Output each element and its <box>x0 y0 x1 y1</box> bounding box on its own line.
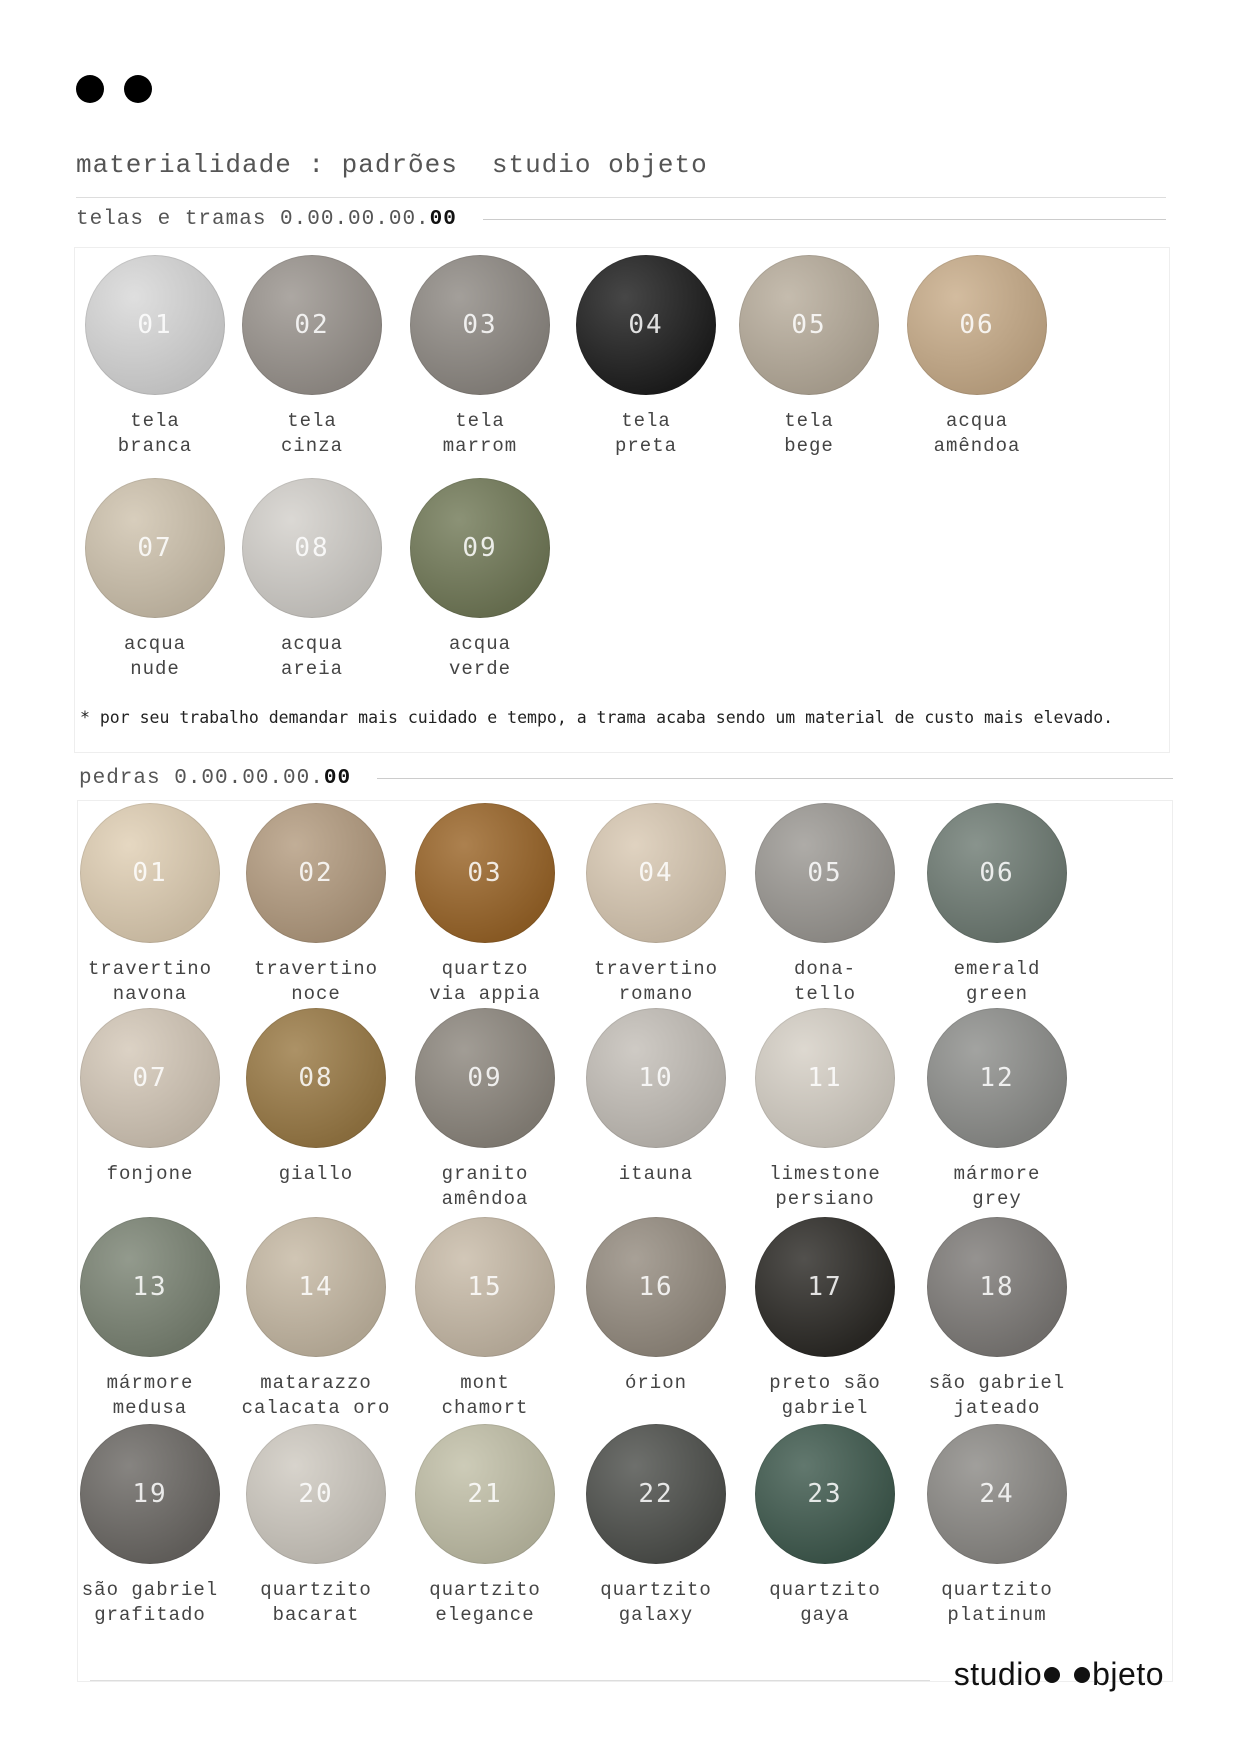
pedra-swatch-circle <box>755 1217 895 1357</box>
pedra-swatch-label: quartzito galaxy <box>600 1579 712 1626</box>
pedra-swatch-16 <box>576 1217 736 1396</box>
pedra-swatch-number: 19 <box>132 1479 168 1509</box>
pedra-swatch-number: 08 <box>298 1063 334 1093</box>
tela-swatch-08 <box>232 478 392 682</box>
pedra-swatch-circle <box>755 803 895 943</box>
tela-swatch-07 <box>75 478 235 682</box>
tela-swatch-label: acqua areia <box>280 633 343 680</box>
pedra-swatch-number: 04 <box>638 858 674 888</box>
pedra-swatch-label: mármore medusa <box>106 1372 194 1419</box>
pedra-swatch-20 <box>236 1424 396 1628</box>
pedra-swatch-circle <box>927 1008 1067 1148</box>
tela-swatch-circle <box>739 255 879 395</box>
pedra-swatch-circle <box>586 1217 726 1357</box>
pedra-swatch-number: 03 <box>467 858 503 888</box>
pedra-swatch-label: travertino noce <box>253 958 379 1005</box>
pedra-swatch-label: emerald green <box>953 958 1041 1005</box>
section-heading-pedras <box>79 767 1173 790</box>
pedra-swatch-number: 02 <box>298 858 334 888</box>
pedra-swatch-circle <box>246 803 386 943</box>
pedra-swatch-number: 10 <box>638 1063 674 1093</box>
pedra-swatch-circle <box>246 1424 386 1564</box>
logo-dot-icon <box>1044 1667 1060 1683</box>
pedra-swatch-label: quartzito gaya <box>769 1579 881 1626</box>
pedra-swatch-label: quartzo via appia <box>429 958 541 1005</box>
tela-swatch-label: tela bege <box>784 410 834 457</box>
pedra-swatch-label: limestone persiano <box>769 1163 881 1210</box>
pedra-swatch-circle <box>755 1008 895 1148</box>
pedra-swatch-label: itauna <box>618 1163 694 1185</box>
pedras-heading-text: pedras 0.00.00.00. <box>79 767 324 790</box>
pedra-swatch-circle <box>755 1424 895 1564</box>
pedra-swatch-17 <box>745 1217 905 1421</box>
pedra-swatch-circle <box>415 1424 555 1564</box>
tela-swatch-06 <box>897 255 1057 459</box>
pedra-swatch-number: 17 <box>807 1272 843 1302</box>
pedra-swatch-23 <box>745 1424 905 1628</box>
logo-dot-right <box>124 75 152 103</box>
section-heading-telas <box>76 208 1166 231</box>
tela-swatch-number: 03 <box>462 310 498 340</box>
tela-swatch-03 <box>400 255 560 459</box>
pedra-swatch-number: 09 <box>467 1063 503 1093</box>
pedra-swatch-circle <box>927 803 1067 943</box>
pedra-swatch-number: 06 <box>979 858 1015 888</box>
telas-heading-text: telas e tramas 0.00.00.00. <box>76 208 430 231</box>
pedra-swatch-13 <box>70 1217 230 1421</box>
tela-swatch-number: 07 <box>137 533 173 563</box>
pedra-swatch-label: são gabriel jateado <box>928 1372 1066 1419</box>
pedras-heading-bold: 00 <box>323 767 352 790</box>
footer-brand-left: studio <box>953 1656 1043 1692</box>
pedra-swatch-circle <box>80 1008 220 1148</box>
tela-swatch-number: 02 <box>294 310 330 340</box>
pedra-swatch-label: matarazzo calacata oro <box>241 1372 391 1419</box>
pedra-swatch-label: travertino romano <box>593 958 719 1005</box>
logo-dot-left <box>76 75 104 103</box>
title-divider <box>76 197 1166 198</box>
pedra-swatch-circle <box>586 1008 726 1148</box>
tela-swatch-number: 05 <box>791 310 827 340</box>
pedra-swatch-number: 16 <box>638 1272 674 1302</box>
tela-swatch-01 <box>75 255 235 459</box>
tela-swatch-label: acqua nude <box>123 633 186 680</box>
telas-heading-rule <box>483 219 1166 220</box>
pedra-swatch-14 <box>236 1217 396 1421</box>
tela-swatch-circle <box>85 478 225 618</box>
pedra-swatch-label: quartzito elegance <box>429 1579 541 1626</box>
pedra-swatch-label: fonjone <box>106 1163 194 1185</box>
footer-divider <box>90 1680 930 1681</box>
pedra-swatch-19 <box>70 1424 230 1628</box>
tela-swatch-circle <box>576 255 716 395</box>
pedra-swatch-label: órion <box>624 1372 687 1394</box>
pedra-swatch-02 <box>236 803 396 1007</box>
pedra-swatch-label: são gabriel grafitado <box>81 1579 219 1626</box>
pedra-swatch-label: giallo <box>278 1163 354 1185</box>
footer-logo <box>954 1656 1164 1693</box>
pedra-swatch-circle <box>80 803 220 943</box>
pedra-swatch-label: quartzito platinum <box>941 1579 1053 1626</box>
pedra-swatch-21 <box>405 1424 565 1628</box>
pedra-swatch-label: quartzito bacarat <box>260 1579 372 1626</box>
tela-swatch-04 <box>566 255 726 459</box>
title-brand: studio objeto <box>491 150 708 180</box>
pedra-swatch-04 <box>576 803 736 1007</box>
pedra-swatch-number: 15 <box>467 1272 503 1302</box>
pedra-swatch-circle <box>927 1217 1067 1357</box>
pedra-swatch-number: 21 <box>467 1479 503 1509</box>
tela-swatch-number: 04 <box>628 310 664 340</box>
pedra-swatch-circle <box>927 1424 1067 1564</box>
title-text: materialidade : padrões <box>76 150 458 180</box>
pedra-swatch-number: 23 <box>807 1479 843 1509</box>
logo-dots <box>76 75 152 103</box>
pedra-swatch-number: 07 <box>132 1063 168 1093</box>
tela-swatch-number: 08 <box>294 533 330 563</box>
pedra-swatch-circle <box>586 1424 726 1564</box>
tela-swatch-05 <box>729 255 889 459</box>
tela-swatch-label: tela cinza <box>280 410 343 457</box>
tela-swatch-circle <box>242 255 382 395</box>
tela-swatch-circle <box>242 478 382 618</box>
pedra-swatch-number: 01 <box>132 858 168 888</box>
pedra-swatch-number: 22 <box>638 1479 674 1509</box>
pedra-swatch-circle <box>80 1217 220 1357</box>
pedra-swatch-number: 24 <box>979 1479 1015 1509</box>
pedra-swatch-11 <box>745 1008 905 1212</box>
pedra-swatch-03 <box>405 803 565 1007</box>
pedra-swatch-circle <box>80 1424 220 1564</box>
pedra-swatch-circle <box>586 803 726 943</box>
pedra-swatch-circle <box>415 803 555 943</box>
pedra-swatch-number: 05 <box>807 858 843 888</box>
pedra-swatch-01 <box>70 803 230 1007</box>
pedra-swatch-label: travertino navona <box>87 958 213 1005</box>
footer-brand-right: bjeto <box>1092 1656 1164 1692</box>
tela-swatch-label: tela marrom <box>442 410 518 457</box>
telas-heading-bold: 00 <box>429 208 457 231</box>
pedras-heading-rule <box>377 778 1173 779</box>
logo-dot-icon <box>1074 1667 1090 1683</box>
pedra-swatch-number: 20 <box>298 1479 334 1509</box>
telas-note: * por seu trabalho demandar mais cuidado e tempo, a trama acaba sendo um material de custo mais elevado. <box>80 708 1114 727</box>
pedra-swatch-18 <box>917 1217 1077 1421</box>
pedra-swatch-22 <box>576 1424 736 1628</box>
tela-swatch-number: 06 <box>959 310 995 340</box>
tela-swatch-02 <box>232 255 392 459</box>
pedra-swatch-label: mármore grey <box>953 1163 1041 1210</box>
tela-swatch-number: 01 <box>137 310 173 340</box>
pedra-swatch-circle <box>415 1008 555 1148</box>
tela-swatch-number: 09 <box>462 533 498 563</box>
pedra-swatch-circle <box>246 1217 386 1357</box>
pedra-swatch-label: mont chamort <box>441 1372 529 1419</box>
pedra-swatch-24 <box>917 1424 1077 1628</box>
pedra-swatch-number: 12 <box>979 1063 1015 1093</box>
pedra-swatch-number: 14 <box>298 1272 334 1302</box>
tela-swatch-label: tela preta <box>614 410 677 457</box>
pedra-swatch-number: 11 <box>807 1063 843 1093</box>
tela-swatch-label: acqua amêndoa <box>933 410 1021 457</box>
pedra-swatch-circle <box>246 1008 386 1148</box>
tela-swatch-09 <box>400 478 560 682</box>
pedra-swatch-10 <box>576 1008 736 1187</box>
tela-swatch-circle <box>85 255 225 395</box>
pedra-swatch-label: granito amêndoa <box>441 1163 529 1210</box>
pedra-swatch-label: preto são gabriel <box>769 1372 881 1419</box>
pedra-swatch-09 <box>405 1008 565 1212</box>
pedra-swatch-08 <box>236 1008 396 1187</box>
page-title <box>76 150 708 180</box>
pedra-swatch-label: dona- tello <box>793 958 856 1005</box>
tela-swatch-circle <box>907 255 1047 395</box>
tela-swatch-circle <box>410 255 550 395</box>
tela-swatch-label: tela branca <box>117 410 193 457</box>
pedra-swatch-12 <box>917 1008 1077 1212</box>
tela-swatch-label: acqua verde <box>448 633 511 680</box>
pedra-swatch-06 <box>917 803 1077 1007</box>
tela-swatch-circle <box>410 478 550 618</box>
pedra-swatch-circle <box>415 1217 555 1357</box>
pedra-swatch-07 <box>70 1008 230 1187</box>
pedra-swatch-15 <box>405 1217 565 1421</box>
pedra-swatch-number: 18 <box>979 1272 1015 1302</box>
pedra-swatch-number: 13 <box>132 1272 168 1302</box>
pedra-swatch-05 <box>745 803 905 1007</box>
